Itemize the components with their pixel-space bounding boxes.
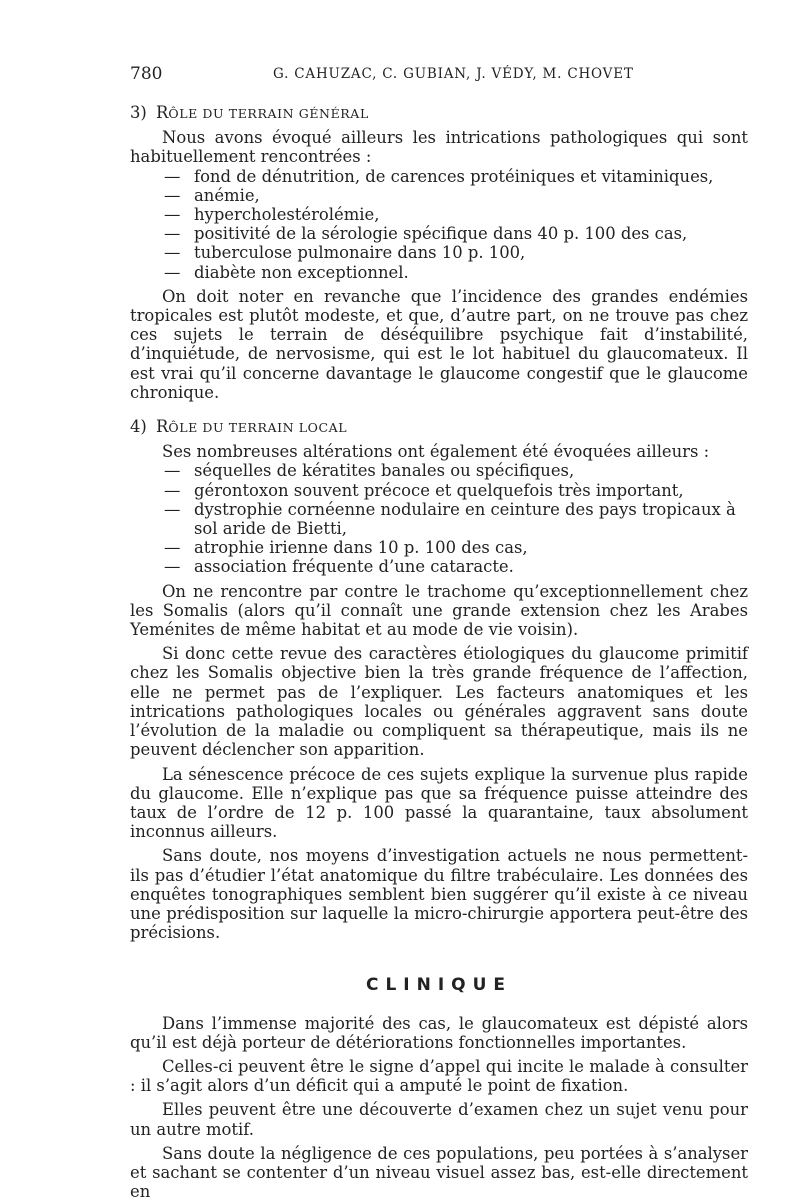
running-title: G. CAHUZAC, C. GUBIAN, J. VÉDY, M. CHOVET bbox=[273, 66, 634, 82]
list-item: — association fréquente d’une cataracte. bbox=[164, 557, 514, 577]
list-item: — diabète non exceptionnel. bbox=[164, 262, 409, 282]
paragraph: Sans doute, nos moyens d’investigation actuels ne nous permettent-ils pas d’étudier l’état anatomique du filtre trabéculaire. Les données des enquêtes tonographiques semblent bien suggérer qu’il existe à ce niveau une prédisposition sur laquelle la micro-chirurgie apportera peut-être des précisions. bbox=[130, 846, 748, 943]
paragraph: Dans l’immense majorité des cas, le glaucomateux est dépisté alors qu’il est déjà porteur de détériorations fonctionnelles importantes. bbox=[130, 1013, 748, 1052]
paragraph: Si donc cette revue des caractères étiologiques du glaucome primitif chez les Somalis objective bien la très grande fréquence de l’affection, elle ne permet pas de l’expliquer. Les facteurs anatomiques et les intrications pathologiques locales ou générales aggravent sans doute l’évolution de la maladie ou compliquent sa thérapeutique, mais ils ne peuvent déclencher son apparition. bbox=[130, 644, 748, 760]
paragraph: On doit noter en revanche que l’incidence des grandes endémies tropicales est plutôt modeste, et que, d’autre part, on ne trouve pas chez ces sujets le terrain de déséquilibre psychique fait d’instabilité, d’inquiétude, de nervosisme, qui est le lot habituel du glaucomateux. Il est vrai qu’il concerne davantage le glaucome congestif que le glaucome chronique. bbox=[130, 286, 748, 402]
paragraph: La sénescence précoce de ces sujets explique la survenue plus rapide du glaucome. Elle n’explique pas que sa fréquence puisse atteindre des taux de l’ordre de 12 p. 100 passé la quarantaine, taux absolument inconnus ailleurs. bbox=[130, 764, 748, 842]
page-header bbox=[130, 64, 748, 88]
dash-list bbox=[130, 461, 748, 576]
list-item: — séquelles de kératites banales ou spécifiques, bbox=[164, 461, 575, 481]
list-item: — anémie, bbox=[164, 185, 260, 205]
section-title: ÔLE DU TERRAIN GÉNÉRAL bbox=[168, 106, 369, 121]
section-title: ÔLE DU TERRAIN LOCAL bbox=[168, 420, 348, 436]
dash-list bbox=[130, 167, 748, 282]
section-title-clinique: CLINIQUE bbox=[365, 975, 513, 996]
paragraph: Nous avons évoqué ailleurs les intrications pathologiques qui sont habituellement rencontrées : bbox=[130, 128, 748, 167]
section-heading-3 bbox=[130, 103, 748, 123]
page-number: 780 bbox=[130, 64, 163, 84]
list-item: — atrophie irienne dans 10 p. 100 des cas, bbox=[164, 538, 528, 558]
list-item: — fond de dénutrition, de carences protéiniques et vitaminiques, bbox=[164, 166, 714, 186]
paragraph: On ne rencontre par contre le trachome qu’exceptionnellement chez les Somalis (alors qu’il connaît une grande extension chez les Arabes Yeménites de même habitat et au mode de vie voisin). bbox=[130, 581, 748, 640]
section-number: 3) bbox=[130, 103, 147, 122]
section-title-cap: R bbox=[156, 417, 169, 437]
list-item: — dystrophie cornéenne nodulaire en ceinture des pays tropicaux à sol aride de Bietti, bbox=[164, 499, 736, 539]
paragraph: Sans doute la négligence de ces populations, peu portées à s’analyser et sachant se contenter d’un niveau visuel assez bas, est-elle directement en bbox=[130, 1143, 748, 1201]
list-item: — hypercholestérolémie, bbox=[164, 205, 380, 225]
paragraph: Celles-ci peuvent être le signe d’appel qui incite le malade à consulter : il s’agit alors d’un déficit qui a amputé le point de fixation. bbox=[130, 1056, 748, 1096]
list-item: — positivité de la sérologie spécifique dans 40 p. 100 des cas, bbox=[164, 224, 688, 244]
section-title-cap: R bbox=[156, 103, 169, 122]
list-item: — gérontoxon souvent précoce et quelquefois très important, bbox=[164, 480, 684, 500]
section-number: 4) bbox=[130, 417, 147, 437]
paragraph: Ses nombreuses altérations ont également été évoquées ailleurs : bbox=[162, 442, 710, 462]
paragraph: Elles peuvent être une découverte d’examen chez un sujet venu pour un autre motif. bbox=[130, 1100, 748, 1139]
section-heading-4 bbox=[130, 417, 748, 437]
list-item: — tuberculose pulmonaire dans 10 p. 100, bbox=[164, 243, 526, 263]
body-text bbox=[130, 103, 748, 1201]
